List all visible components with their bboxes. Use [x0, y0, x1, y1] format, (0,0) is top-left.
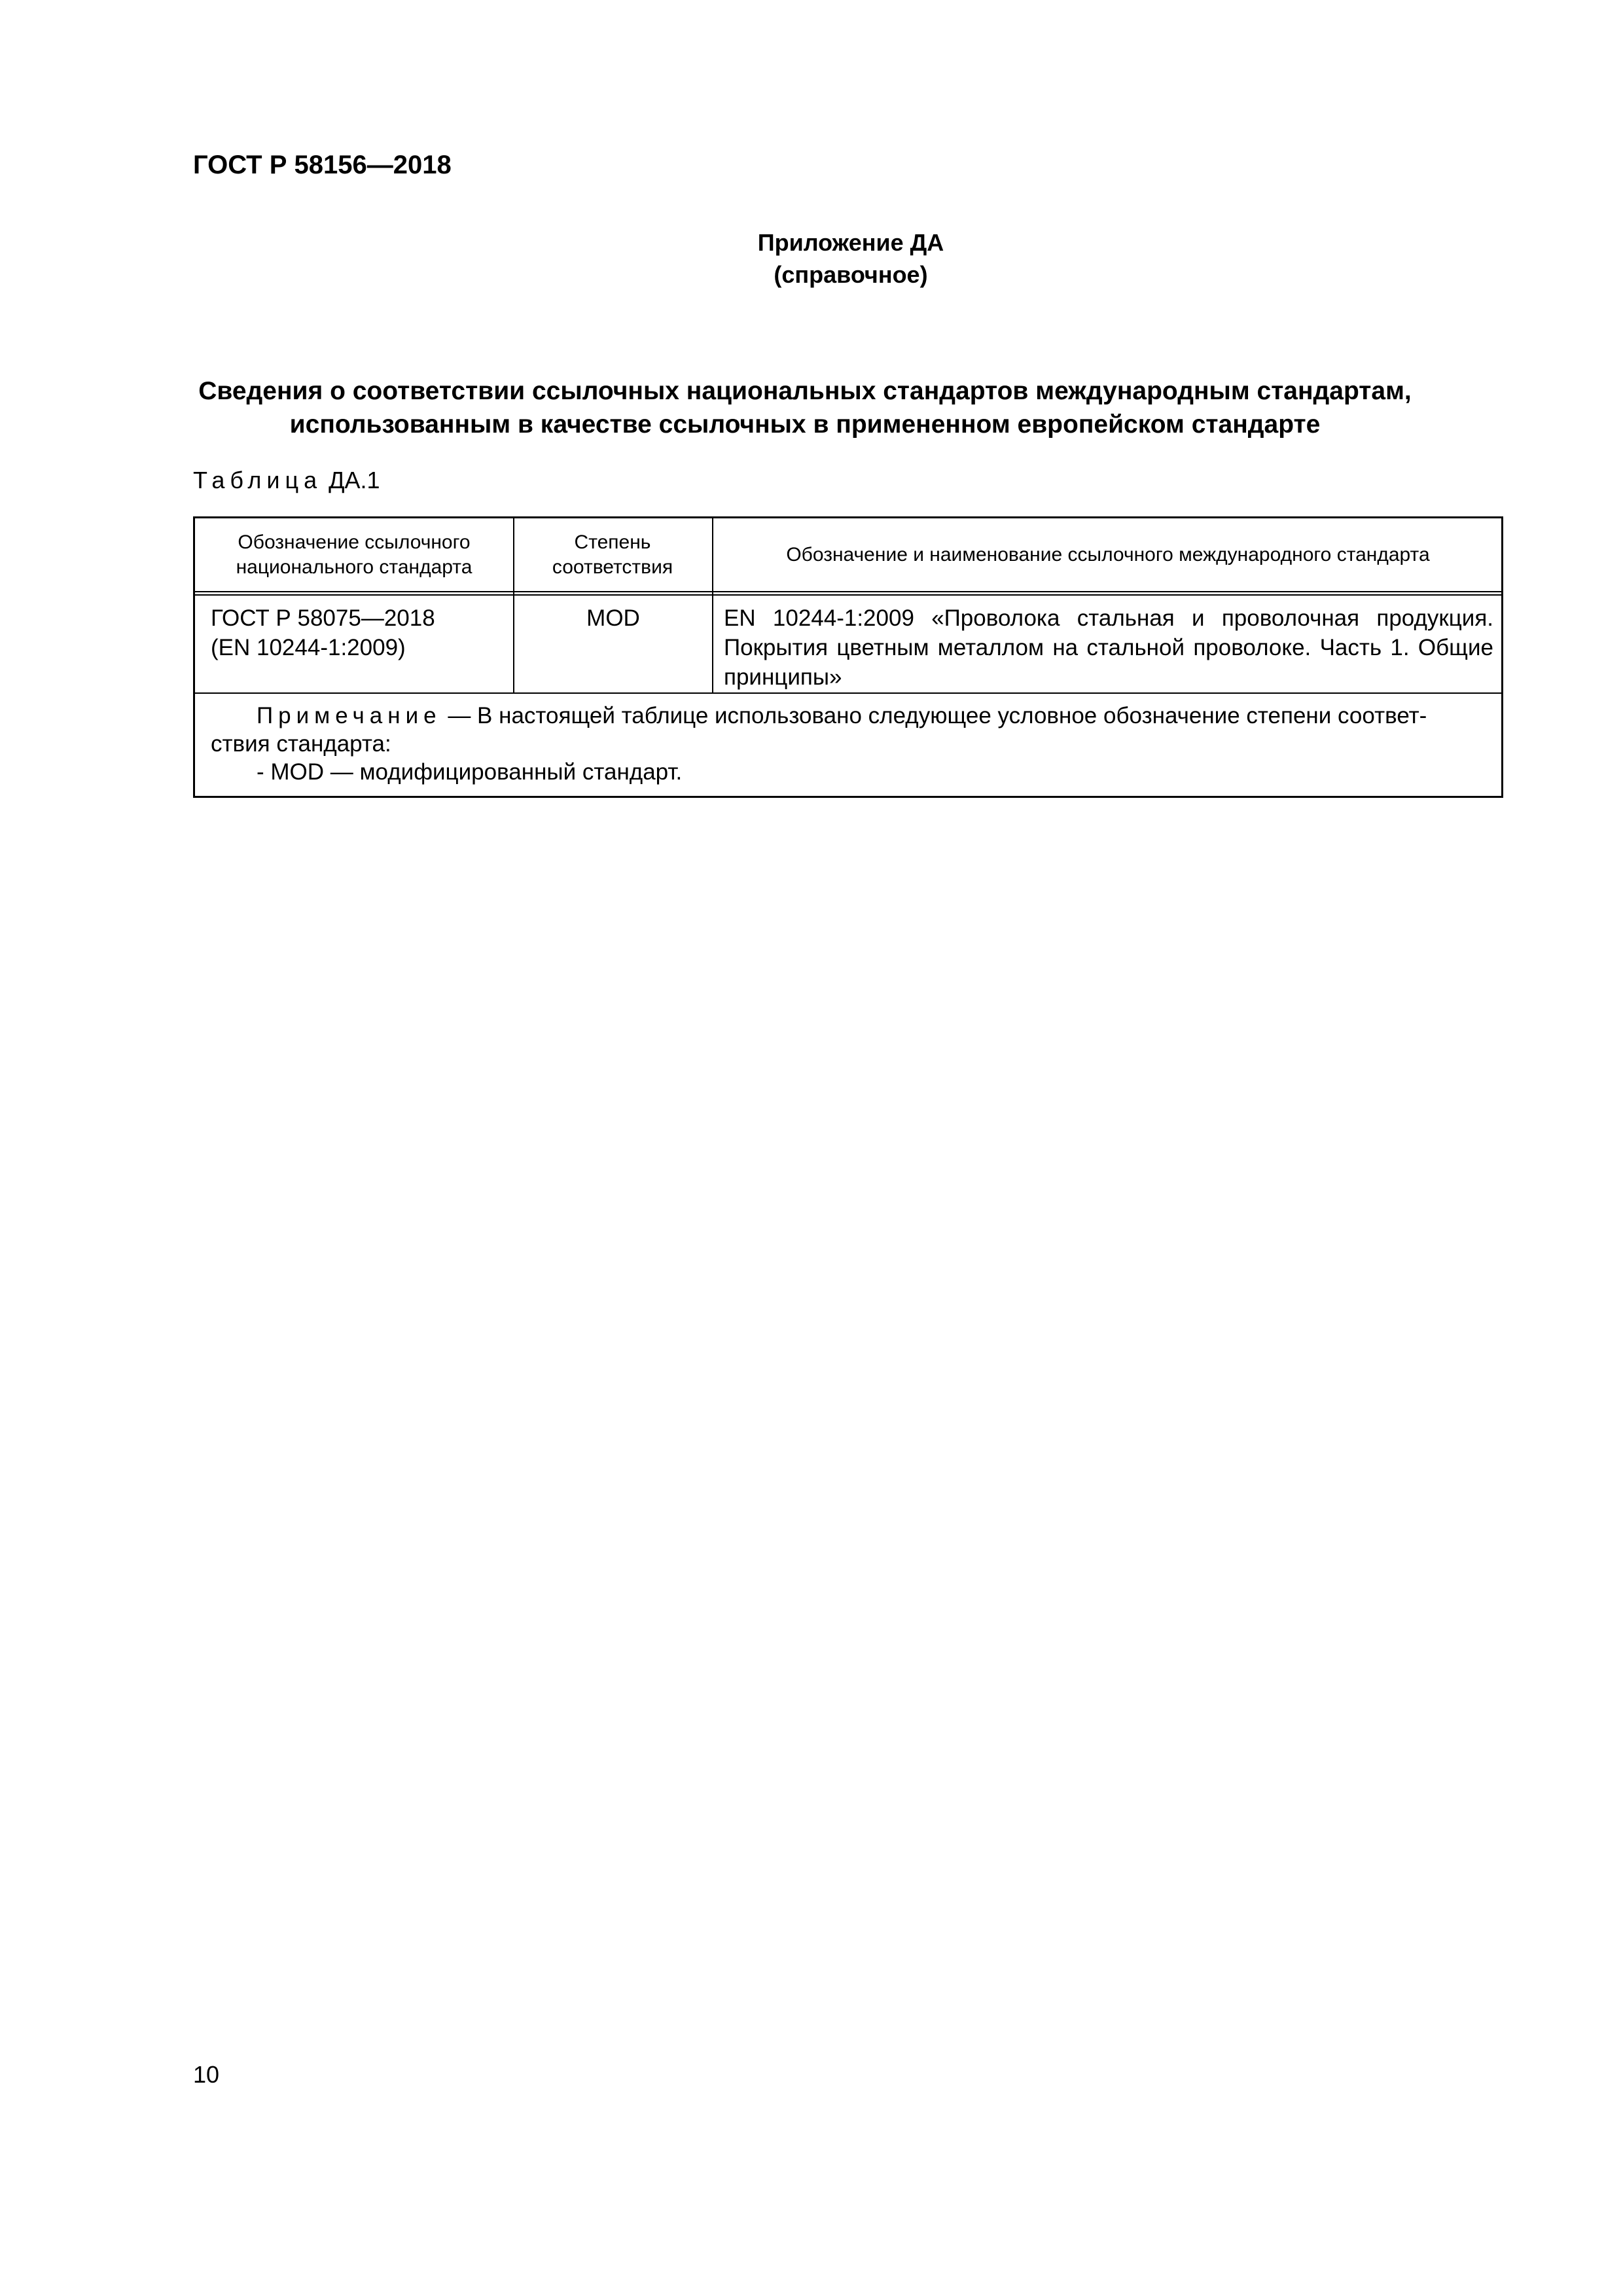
note-text-line-1: — В настоящей таблице использовано следующее условное обозначение степени соответ- — [448, 703, 1427, 728]
appendix-heading — [654, 226, 1047, 291]
section-title-line-2: использованным в качестве ссылочных в примененном европейском стандарте — [289, 410, 1321, 439]
section-title-line-1: Сведения о соответствии ссылочных национальных стандартов международным стандартам, — [198, 377, 1412, 405]
degree-value: MOD — [586, 605, 640, 631]
page-number: 10 — [193, 2061, 220, 2088]
document-code: ГОСТ Р 58156—2018 — [193, 151, 452, 179]
note-text-line-2: ствия стандарта: — [211, 731, 391, 757]
header-degree: Степень соответствия — [552, 531, 673, 578]
note-label: Примечание — [257, 703, 442, 728]
table-caption — [193, 469, 380, 492]
cell-international-standard — [724, 603, 1493, 689]
national-standard-value: ГОСТ Р 58075—2018 (EN 10244-1:2009) — [211, 605, 435, 660]
appendix-label: Приложение ДА — [757, 229, 944, 256]
column-divider-2 — [712, 518, 713, 693]
table-note — [211, 702, 1493, 793]
header-national-standard: Обозначение ссылочного национального стандарта — [236, 531, 473, 578]
correspondence-table — [193, 516, 1503, 798]
header-divider — [195, 591, 1501, 592]
international-standard-value: EN 10244-1:2009 «Проволока стальная и проволочная продукция. Покрытия цветным металлом на стальной проволоке. Часть 1. Общие принципы» — [724, 605, 1493, 690]
header-international-standard: Обозначение и наименование ссылочного международного стандарта — [786, 543, 1430, 565]
table-caption-word: Таблица — [193, 467, 323, 493]
section-title — [190, 374, 1420, 441]
note-item: - MOD — модифицированный стандарт. — [257, 759, 683, 785]
header-divider-double — [195, 594, 1501, 596]
appendix-type: (справочное) — [774, 261, 928, 288]
table-caption-number: ДА.1 — [329, 467, 380, 493]
note-divider — [195, 692, 1501, 694]
cell-degree — [514, 603, 712, 689]
cell-national-standard — [211, 603, 505, 689]
